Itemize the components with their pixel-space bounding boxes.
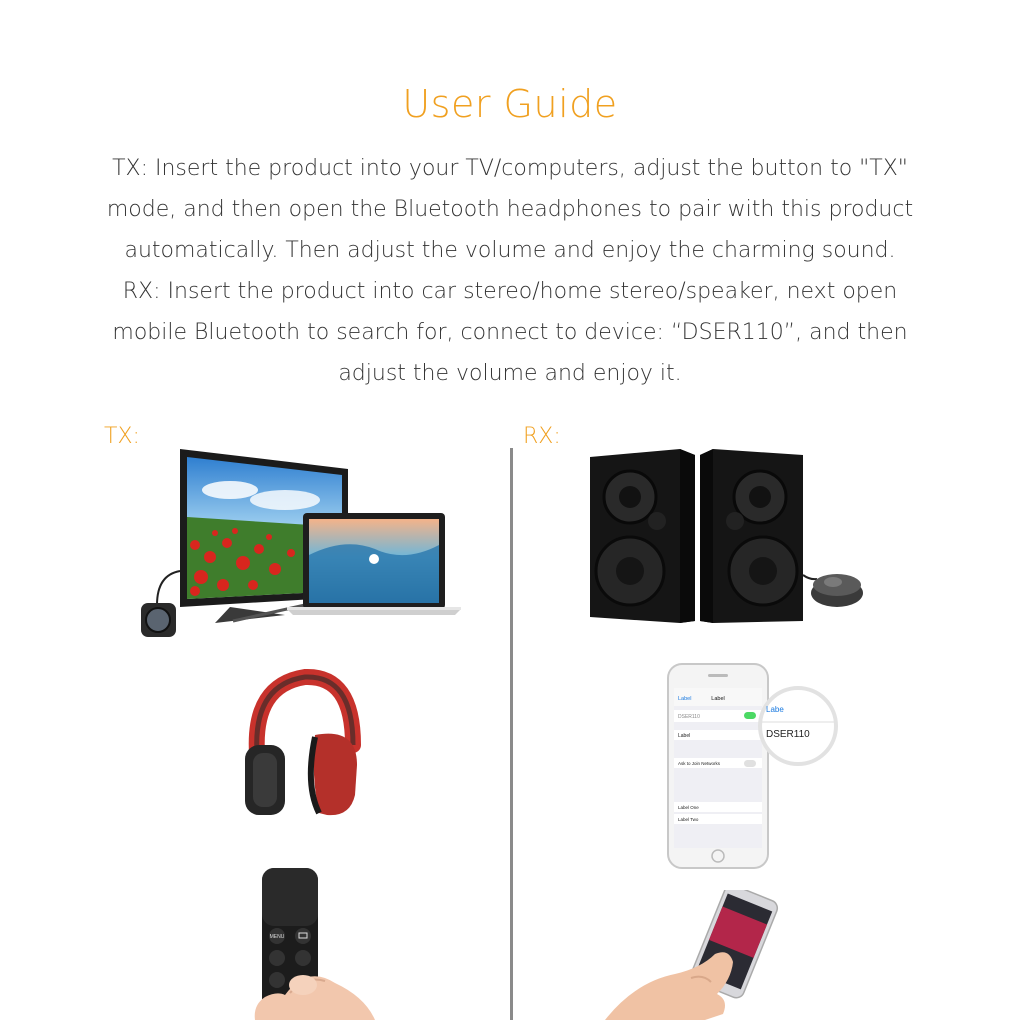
remote-menu-label: MENU [269,934,285,940]
phone-label-two: Label Two [678,817,699,822]
receiver-icon [803,574,863,607]
speaker-right [700,449,803,623]
phone-row-label: Label [678,733,691,739]
tx-instructions: TX: Insert the product into your TV/computers, adjust the button to "TX" mode, and then open the Bluetooth headphones to pair with this product automatically. Then adjust the volume and enjoy the charming sound. [106,156,914,263]
transmitter-icon [141,571,180,637]
section-divider [510,448,513,1020]
rx-section-label: RX: [523,424,561,449]
phone-ask-join: Ask to Join Networks [678,761,721,766]
remote-icon [235,865,380,1020]
phone-icon [662,662,842,872]
instructions [100,148,920,394]
rx-instructions: RX: Insert the product into car stereo/home stereo/speaker, next open mobile Bluetooth to search for, connect to device: “DSER110”, and then adjust the volume and enjoy it. [112,279,908,386]
zoom-back-label: Labe [766,705,784,714]
headphones-icon [235,665,370,825]
page-title: User Guide [402,82,618,126]
tx-section-label: TX: [104,424,140,449]
phone-back-label: Label [678,696,692,702]
tv-laptop-illustration [135,445,465,645]
phone-label-one: Label One [678,805,699,810]
zoom-device-name: DSER110 [766,729,810,740]
hand-phone-icon [605,890,785,1020]
speakers-icon [585,445,865,625]
phone-device-name: DSER110 [678,714,700,720]
phone-nav-title: Label [711,696,725,702]
speaker-left [590,449,695,623]
laptop-icon [287,513,461,615]
